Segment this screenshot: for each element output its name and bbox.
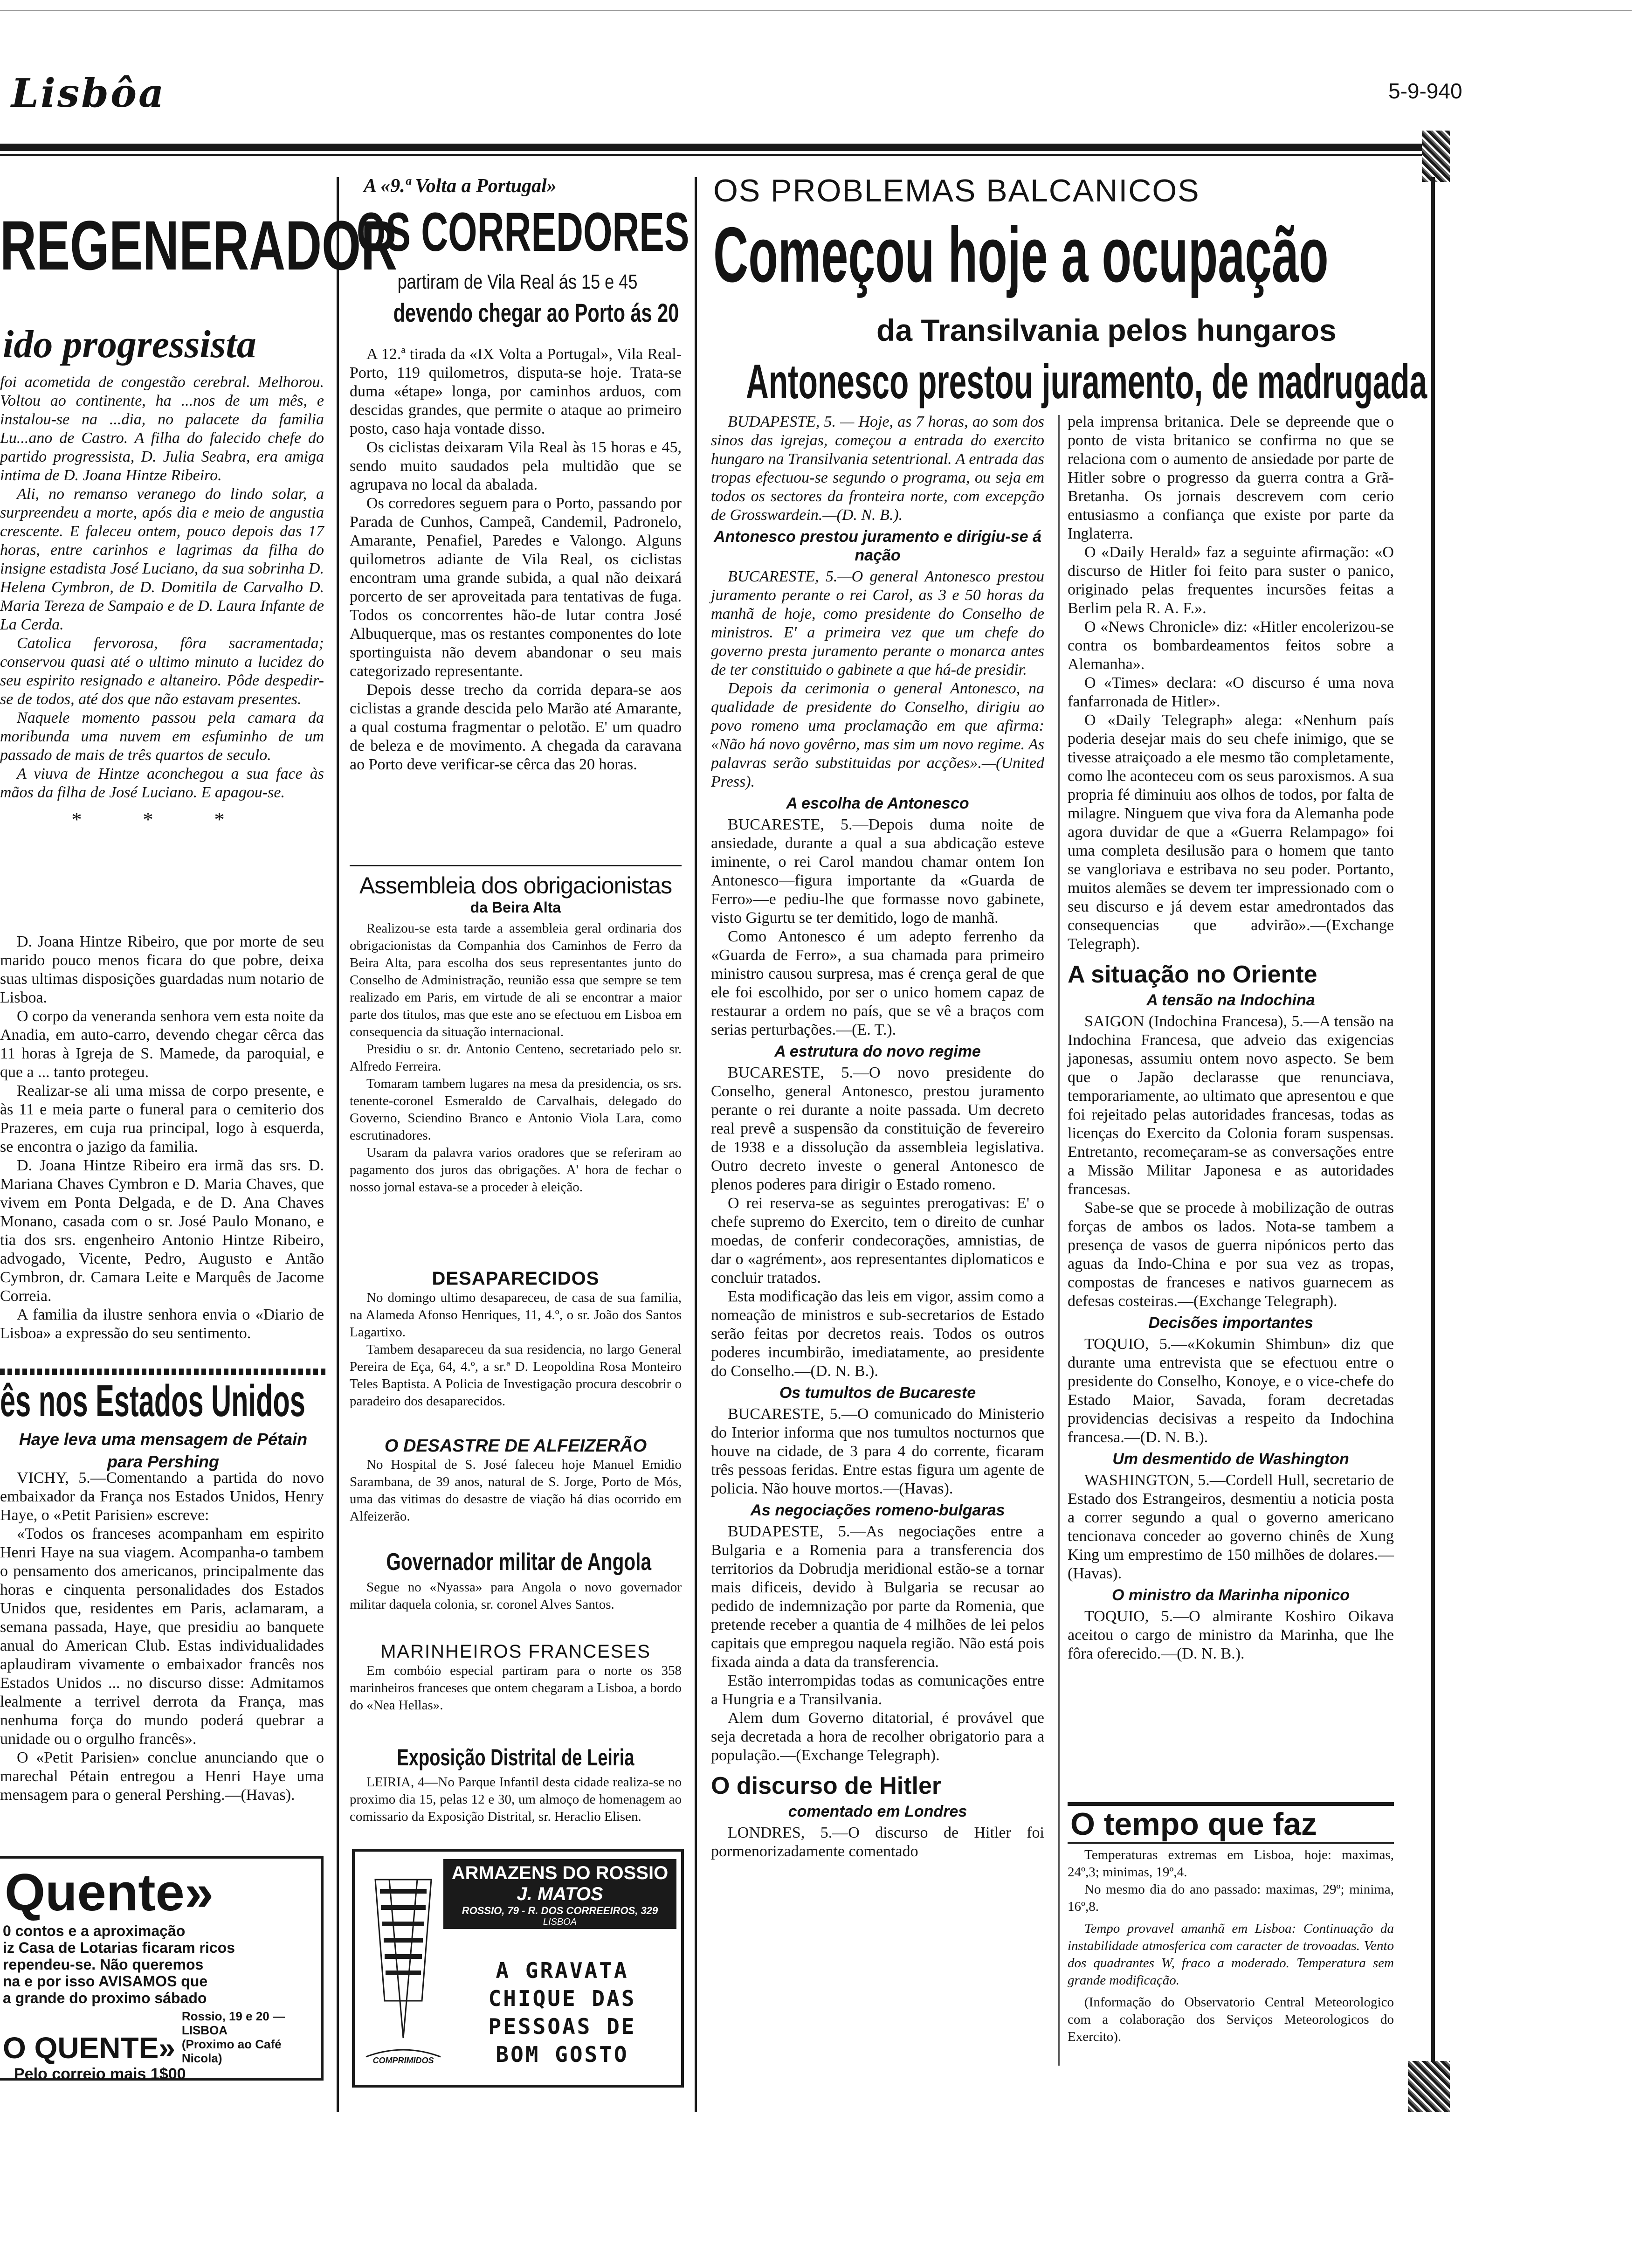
paragraph: Segue no «Nyassa» para Angola o novo governador militar daquela colonia, sr. coronel Alves Santos. [350,1580,682,1612]
col2-desaparecidos [350,1268,682,1410]
col4-body [1068,413,1394,1663]
subhead: devendo chegar ao Porto ás 20 [393,298,679,327]
tie-figure-icon [361,1861,445,2075]
col2-headline: OS CORREDORES [357,201,689,263]
paragraph: No domingo ultimo desapareceu, de casa de sua familia, na Alameda Afonso Henriques, 11, 4.º, o sr. João dos Santos Lagartixo. [350,1290,682,1340]
col1-us-subs [0,1427,326,1474]
paragraph: Ali, no remanso veranego do lindo solar, a surpreendeu a morte, após dia e meio de angustia crescente. E faleceu ontem, pouco depois das 17 horas, entre carinhos e lagrimas da filha do insigne estadista José Luciano, da sua sobrinha D. Helena Cymbron, de D. Domitila de Carvalho D. Maria Tereza de Sampaio e de D. Laura Infante de La Cerda. [0,485,324,633]
section-subhead: A estrutura do novo regime [774,1043,981,1060]
armazens-advertisement [352,1849,684,2088]
weather-rule [1068,1802,1394,1806]
margin-ornament-bottom [1408,2061,1450,2112]
section-subhead: Antonesco prestou juramento e dirigiu-se á nação [714,528,1041,564]
paragraph: D. Joana Hintze Ribeiro, que por morte de seu marido pouco menos ficara do que pobre, deixa suas ultimas disposições guardadas num notario de Lisboa. [0,933,324,1006]
section-title: Assembleia dos obrigacionistas [359,872,672,899]
paragraph: O rei reserva-se as seguintes prerogativas: E' o chefe supremo do Exercito, tem o direito de cunhar moedas, de conferir condecorações, amnistias, de dar o «agrément», aos representantes diplomaticos e concluir tratados. [711,1195,1044,1286]
ad-line: rependeu-se. Não queremos [3,1956,204,1973]
paragraph: Catolica fervorosa, fôra sacramentada; conservou quasi até o ultimo minuto a lucidez do seu espirito resignado e altaneiro. Pôde despedir-se de todos, até dos que não estavam presentes. [0,635,324,708]
col2-marinheiros [350,1641,682,1714]
paragraph: O «Daily Herald» faz a seguinte afirmação: «O discurso de Hitler foi feito para suster o panico, originado pelas frequentes incursões feitas a Berlim pela R. A. F.». [1068,544,1394,617]
ad-near: (Proximo ao Café Nicola) [181,2037,282,2065]
paragraph: VICHY, 5.—Comentando a partida do novo embaixador da França nos Estados Unidos, Henry Haye, o «Petit Parisien» escreve: [0,1469,324,1524]
ad-title: Quente» [5,1863,214,1922]
masthead-date: 5-9-940 [1388,79,1462,103]
weather-title: O tempo que faz [1070,1806,1317,1842]
paragraph: Estão interrompidas todas as comunicações entre a Hungria e a Transilvania. [711,1672,1044,1708]
paragraph: Esta modificação das leis em vigor, assim como a nomeação de ministros e sub-secretarios de Estado serão feitas por decretos reais. Todos os outros poderes incumbirão, imediatamente, ao presidente do Conselho.—(D. N. B.). [711,1288,1044,1380]
main-subhead: da Transilvania pelos hungaros [876,313,1337,347]
section-body [350,1579,682,1613]
paragraph: BUDAPESTE, 5. — Hoje, as 7 horas, ao som dos sinos das igrejas, começou a entrada do exercito hungaro na Transilvania setentrional. A entrada das tropas efectuou-se segundo o programa, ou seja em todos os sectores da fronteira norte, com excepção de Grosswardein.—(D. N. B.). [711,413,1044,524]
paragraph: SAIGON (Indochina Francesa), 5.—A tensão na Indochina Francesa, que adveio das exigencias japonesas, assumiu ontem novo aspecto. Se bem que o Japão declarasse que renunciava, temporariamente, ao ultimato que apresentou e que foi rejeitado pelas autoridades francesas, todas as licenças do Exercito da Colonia foram suspensas. Entretanto, recomeçaram-se as conversações entre a Missão Militar Japonesa e as autoridades francesas. [1068,1013,1394,1198]
paragraph: Alem dum Governo ditatorial, é provável que seja decretada a hora de recolher obrigatorio para a população.—(Exchange Telegraph). [711,1709,1044,1764]
section-subhead: As negociações romeno-bulgaras [750,1501,1005,1519]
section-headline: O discurso de Hitler [711,1772,942,1799]
weather-body [1068,1846,1394,2046]
weather-rule [1068,1842,1394,1844]
section-subhead: Um desmentido de Washington [1112,1450,1349,1468]
paragraph: Tomaram tambem lugares na mesa da presidencia, os srs. tenente-coronel Esmeraldo de Carvalhais, delegado do Governo, Sciendino Branco e Antonio Viola Lara, como escrutinadores. [350,1076,682,1143]
paragraph: O «Daily Telegraph» alega: «Nenhum país poderia desejar mais do seu chefe inimigo, que se tivesse atraiçoado a ele mesmo tão completamente, como lhe aconteceu com os seus paroxismos. A sua propria fé diminuiu aos olhos de todos, por falta de milagre. Ninguem que viva fora da Alemanha pode agora duvidar de que a «Guerra Relampago» foi uma completa desilusão para o homem que tanto se vangloriava e estribava no seu poder. Portanto, muitos alemães se devem ter impressionado com o seu discurso e já devem estar amedrontados das consequencias que advirão».—(Exchange Telegraph). [1068,712,1394,953]
section-subhead: comentado em Londres [788,1803,967,1820]
ad-logo [361,1861,445,2075]
paragraph: Tempo provavel amanhã em Lisboa: Continuação da instabilidade atmosferica com caracter de trovoadas. Vento dos quadrantes W, fraco a moderado. Temperatura sem grande modificação. [1068,1921,1394,1988]
paragraph: BUCARESTE, 5.—Depois duma noite de ansiedade, durante a qual a sua abdicação esteve iminente, o rei Carol mandou chamar ontem Ion Antonesco—figura importante da «Guarda de Ferro»—e pediu-lhe que formasse novo gabinete, visto Gigurtu se ter demitido, logo de manhã. [711,816,1044,927]
ad-brand: O QUENTE» [3,2031,175,2065]
section-body [350,1774,682,1825]
paragraph: No mesmo dia do ano passado: maximas, 29º; minima, 16º,8. [1068,1882,1394,1914]
paragraph: BUCARESTE, 5.—O novo presidente do Conselho, general Antonesco, prestou juramento perante o rei durante a noite passada. Um decreto real prevê a suspensão da constituição de fevereiro de 1938 e a dissolução da assembleia legislativa. Outro decreto investe o general Antonesco de plenos poderes para dirigir o Estado romeno. [711,1064,1044,1193]
right-border-rule [1431,177,1435,2066]
col34-kicker: OS PROBLEMAS BALCANICOS [713,173,1200,208]
masthead-title: Lisbôa [11,70,166,116]
col1-us-body [0,1469,324,1805]
ad-owner: J. MATOS [517,1884,603,1904]
section-headline: A situação no Oriente [1068,961,1317,988]
section-body [350,1456,682,1525]
paragraph: Depois da cerimonia o general Antonesco, na qualidade de presidente do Conselho, dirigiu ao povo romeno uma proclamação em que afirma: «Não há novo govêrno, mas sim um novo regime. As palavras serão substituidas por acções».—(United Press). [711,680,1044,790]
paragraph: Depois desse trecho da corrida depara-se aos ciclistas a grande descida pelo Marão até Amarante, a qual costuma fragmentar o pelotão. E' um quadro de beleza e de movimento. A chegada da caravana ao Porto deve verificar-se cêrca das 20 horas. [350,681,682,773]
ad-slogan [448,1957,676,2068]
col1-us-headline: ês nos Estados Unidos [0,1376,305,1426]
paragraph: A viuva de Hintze aconchegou a sua face às mãos da filha de José Luciano. E apagou-se. [0,765,324,801]
subhead: para Pershing [107,1452,220,1471]
col3-body [711,413,1044,1861]
ad-slogan-line: CHIQUE DAS [488,1986,636,2011]
section-subhead: A tensão na Indochina [1146,991,1315,1009]
ad-line: iz Casa de Lotarias ficaram ricos [3,1939,235,1956]
masthead-rule [0,144,1427,151]
paragraph: TOQUIO, 5.—«Kokumin Shimbun» diz que durante uma entrevista que se efectuou entre o presidente do Conselho, Konoye, e o vice-chefe do Estado Maior, Savada, foram decretadas providencias decisivas a respeito da Indochina francesa.—(D. N. B.). [1068,1335,1394,1446]
paragraph: LEIRIA, 4—No Parque Infantil desta cidade realiza-se no proximo dia 15, pelas 12 e 30, um almoço de homenagem ao comissario da Exposição Distrital, sr. Heraclio Elisen. [350,1775,682,1824]
col2-kicker: A «9.ª Volta a Portugal» [364,175,557,197]
weather-box [1068,1802,1394,2046]
paragraph: BUCARESTE, 5.—O comunicado do Ministerio do Interior informa que nos tumultos nocturnos que houve na cidade, de 3 para 4 do corrente, ficaram três pessoas feridas. Entre estas figura um agente de policia. Não houve mortos.—(Havas). [711,1405,1044,1497]
section-title: O DESASTRE DE ALFEIZERÃO [384,1436,647,1456]
paragraph: pela imprensa britanica. Dele se depreende que o ponto de vista britanico se confirma no que se relaciona com o aumento de ansiedade por parte de Hitler sobre o progresso da guerra contra a Grã-Bretanha. Os jornais descrevem com cerio entusiasmo a confiança que existe por parte da Inglaterra. [1068,413,1394,542]
col2-alfeizerao [350,1436,682,1525]
section-body [350,920,682,1196]
paragraph: Temperaturas extremas em Lisboa, hoje: maximas, 24º,3; minimas, 19º,4. [1068,1847,1394,1880]
paragraph: No Hospital de S. José faleceu hoje Manuel Emidio Sarambana, de 39 anos, natural de S. Jorge, Porto de Mós, uma das vitimas do desastre de viação há dias ocorrido em Alfeizerão. [350,1457,682,1524]
paragraph: Usaram da palavra varios oradores que se referiram ao pagamento dos juros das obrigações. A' hora de fechar o nosso jornal estava-se a proceder à eleição. [350,1145,682,1195]
ad-brand: ARMAZENS DO ROSSIO [451,1863,669,1883]
paragraph: Em combóio especial partiram para o norte os 358 marinheiros franceses que ontem chegaram a Lisboa, a bordo do «Nea Hellas». [350,1663,682,1713]
subhead: Haye leva uma mensagem de Pétain [19,1430,308,1449]
ad-address: Rossio, 19 e 20 — LISBOA [181,2009,285,2037]
section-subtitle: da Beira Alta [470,899,561,916]
paragraph: Como Antonesco é um adepto ferrenho da «Guarda de Ferro», a sua chamada para primeiro ministro causou surpresa, mas é crença geral de que ele foi escolhido, por ser o unico homem capaz de restaurar a ordem no país, que se vê a braços com serias perturbações.—(E. T.). [711,928,1044,1038]
margin-ornament-top [1422,131,1450,182]
paragraph: Tambem desapareceu da sua residencia, no largo General Pereira de Eça, 64, 4.º, a sr.ª D. Leopoldina Rosa Monteiro Teles Baptista. A Policia de Investigação procura descobrir o paradeiro dos desaparecidos. [350,1342,682,1409]
main-deck: Antonesco prestou juramento, de madrugada [746,355,1427,409]
paragraph: O «News Chronicle» diz: «Hitler encolerizou-se contra os bombardeamentos feitos sobre a Alemanha». [1068,618,1394,673]
ad-line: 0 contos e a aproximação [3,1922,186,1939]
section-body [350,1662,682,1714]
paragraph: Realizar-se ali uma missa de corpo presente, e às 11 e meia parte o funeral para o cemiterio dos Prazeres, em cuja rua principal, logo à esquerda, se encontra o jazigo da familia. [0,1082,324,1155]
top-edge-rule [0,10,1632,11]
paragraph: Naquele momento passou pela camara da moribunda uma nuvem em esfuminho de um passado de mais de três quartos de seculo. [0,709,324,764]
col2-leiria [350,1744,682,1825]
col2-assembleia [350,872,682,1196]
paragraph: D. Joana Hintze Ribeiro era irmã das srs. D. Mariana Chaves Cymbron e D. Maria Chaves, que vivem em Ponta Delgada, e de D. Ana Chaves Monano, casada com o sr. José Paulo Monano, e tia dos srs. engenheiro Antonio Hintze Ribeiro, advogado, Vicente, Pedro, Augusto e Antão Cymbron, dr. Camara Leite e Marquês de Jacome Correia. [0,1157,324,1305]
paragraph: TOQUIO, 5.—O almirante Koshiro Oikava aceitou o cargo de ministro da Marinha, que lhe fôra oferecido.—(D. N. B.). [1068,1608,1394,1662]
paragraph: A 12.ª tirada da «IX Volta a Portugal», Vila Real-Porto, 119 quilometros, disputa-se hoje. Trata-se duma «étape» longa, por caminhos arduos, com descidas grandes, que permite o ataque ao primeiro posto, caso haja vontade disso. [350,346,682,437]
paragraph: Sabe-se que se procede à mobilização de outras forças de ambos os lados. Nota-se tambem a presença de vasos de guerra nipónicos perto das aguas da Indo-China e por sua vez as tropas, compostas de franceses e nativos guarnecem as defesas costeiras.—(Exchange Telegraph). [1068,1199,1394,1310]
masthead-rule-thin [0,154,1427,156]
paragraph: O «Petit Parisien» conclue anunciando que o marechal Pétain entregou a Henri Haye uma mensagem para o general Pershing.—(Havas). [0,1749,324,1804]
paragraph: O corpo da veneranda senhora vem esta noite da Anadia, em auto-carro, devendo chegar cêrca das 11 horas à Igreja de S. Mamede, da paroquial, e que a ... tanto protegeu. [0,1008,324,1081]
quente-advertisement [0,1856,324,2081]
col2-body [350,345,682,774]
paragraph: Os corredores seguem para o Porto, passando por Parada de Cunhos, Campeã, Candemil, Padronelo, Amarante, Penafiel, Paredes e Valongo. Alguns quilometros adiante de Vila Real, os ciclistas encontram uma grande subida, a qual não deixará porcerto de ser aproveitada para tentativas de fuga. Todos os concorrentes hão-de lutar contra José Albuquerque, mas os restantes componentes do lote sportinguista não devem abandonar o seu mais categorizado representante. [350,495,682,680]
paragraph: BUCARESTE, 5.—O general Antonesco prestou juramento perante o rei Carol, as 3 e 50 horas da manhã de hoje, como presidente do Conselho de ministros. E' a primeira vez que um chefe do governo presta juramento perante o monarca antes de ter constituido o gabinete a que há-de presidir. [711,568,1044,678]
col1-subhead: ido progressista [3,323,256,366]
section-subhead: O ministro da Marinha niponico [1111,1586,1350,1604]
section-title: Exposição Distrital de Leiria [397,1744,634,1770]
paragraph: Realizou-se esta tarde a assembleia geral ordinaria dos obrigacionistas da Companhia dos Caminhos de Ferro da Beira Alta, para escolha dos seus representantes junto do Conselho de Administração, reunião essa que sempre se tem realizado em Paris, em virtude de ali se encontrar a maior parte dos titulos, mas que este ano se efectuou em Lisboa em consequencia da situação internacional. [350,921,682,1039]
section-title: MARINHEIROS FRANCESES [380,1641,651,1662]
paragraph: «Todos os franceses acompanham em espirito Henri Haye na sua viagem. Acompanha-o tambem o pensamento dos americanos, principalmente das horas e cinquenta personalidades dos Estados Unidos que, residentes em Paris, aclamaram, a semana passada, Haye, que presidiu ao banquete anual do American Club. Estas individualidades aplaudiram vivamente o embaixador francês nos Estados Unidos ... no discurso disse: Admitamos lealmente a terrivel derrota da França, mas nenhuma força do mundo poderá quebrar a unidade ou o orgulho francês». [0,1525,324,1748]
ad-logo-text: COMPRIMIDOS [372,2056,434,2065]
paragraph: (Informação do Observatorio Central Meteorologico com a colaboração dos Serviços Meteorologicos do Exercito). [1068,1995,1394,2044]
paragraph: LONDRES, 5.—O discurso de Hitler foi pormenorizadamente comentado [711,1824,1044,1860]
section-subhead: Os tumultos de Bucareste [779,1384,976,1402]
paragraph: WASHINGTON, 5.—Cordell Hull, secretario de Estado dos Estrangeiros, desmentiu a noticia posta a correr segundo a qual o governo americano tencionava conceder ao governo chinês de Xung King um emprestimo de 150 milhões de dolares.—(Havas). [1068,1472,1394,1582]
paragraph: A familia da ilustre senhora envia o «Diario de Lisboa» a expressão do seu sentimento. [0,1306,324,1342]
column-rule-3 [1058,415,1060,2066]
ad-mail: Pelo correio mais 1$00 [14,2065,186,2083]
paragraph: BUDAPESTE, 5.—As negociações entre a Bulgaria e a Romenia para a transferencia dos territorios da Dobrudja meridional estão-se a tornar mais dificeis, devido à Bulgaria se recusar ao pedido de indemnização por parte da Romenia, que pretende receber a quantia de 4 milhões de lei pelos capitais que empregou naquela região. Não está pois fixada ainda a data da transferencia. [711,1523,1044,1671]
section-separator: * * * [71,808,253,831]
section-title: DESAPARECIDOS [432,1268,600,1289]
ad-city: LISBOA [543,1917,577,1927]
paragraph: Presidiu o sr. dr. Antonio Centeno, secretariado pelo sr. Alfredo Ferreira. [350,1042,682,1074]
ad-slogan-line: A GRAVATA [496,1958,629,1983]
section-subhead: Decisões importantes [1148,1314,1313,1332]
section-title: Governador militar de Angola [386,1549,652,1576]
section-subhead: A escolha de Antonesco [786,795,969,812]
ad-line: na e por isso AVISAMOS que [3,1973,208,1990]
col1-headline: REGENERADOR [0,206,398,284]
ad-line: a grande do proximo sábado [3,1990,207,2006]
paragraph: Os ciclistas deixaram Vila Real às 15 horas e 45, sendo muito saudados pela multidão que se agrupava no local da abalada. [350,439,682,493]
col2-governador [350,1548,682,1613]
ad-banner [443,1859,676,1929]
ad-address: ROSSIO, 79 - R. DOS CORREEIROS, 329 [462,1905,658,1916]
paragraph: foi acometida de congestão cerebral. Melhorou. Voltou ao continente, ha ...nos de um mês, e instalou-se na ...dia, no palacete da familia Lu...ano de Castro. A filha do falecido chefe do partido progressista, D. Julia Seabra, era amiga intima de D. Joana Hintze Ribeiro. [0,373,324,484]
paragraph: O «Times» declara: «O discurso é uma nova fanfarronada de Hitler». [1068,674,1394,710]
main-headline: Começou hoje a ocupação [713,211,1329,298]
section-body [350,1289,682,1410]
col2-subheads [350,270,685,328]
col1-intro [0,373,324,837]
section-rule [350,865,682,866]
ad-slogan-line: BOM GOSTO [496,2042,629,2067]
section-ornament [0,1369,326,1375]
subhead: partiram de Vila Real ás 15 e 45 [397,270,638,293]
ad-slogan-line: PESSOAS DE [488,2014,636,2039]
column-rule-2 [695,177,697,2112]
col1-body [0,933,324,1343]
column-rule-1 [337,177,339,2112]
